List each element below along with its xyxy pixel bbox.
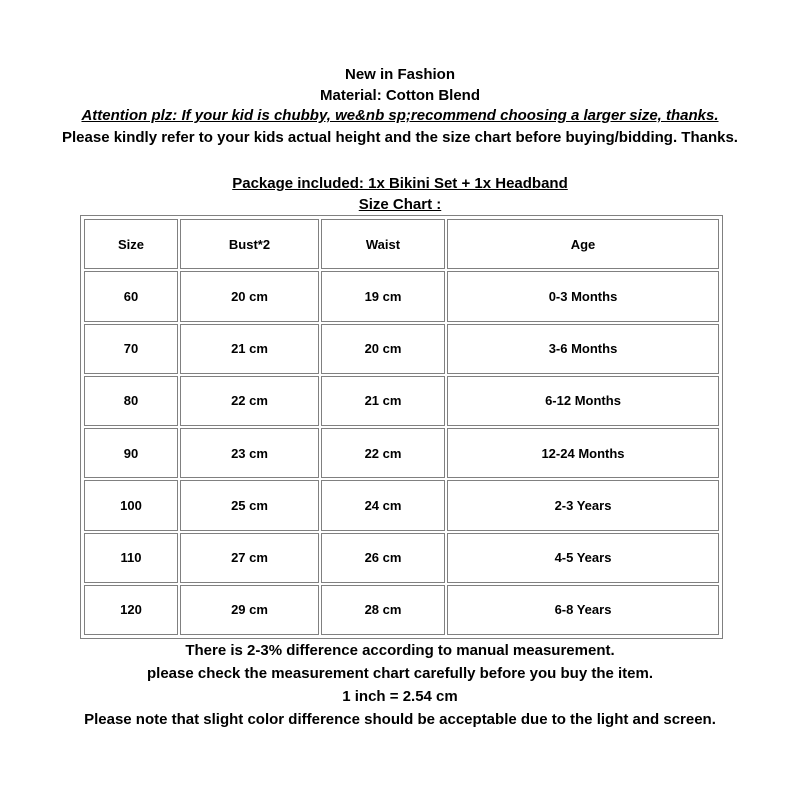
table-row [84, 428, 719, 478]
table-row [84, 271, 719, 321]
size-chart-table [80, 215, 723, 639]
waist-cell: 19 cm [321, 271, 445, 321]
age-cell: 4-5 Years [447, 533, 719, 583]
color-difference-note: Please note that slight color difference should be acceptable due to the light and screen. [84, 711, 716, 728]
bust-cell: 22 cm [180, 376, 319, 426]
table-row [84, 480, 719, 530]
waist-cell: 20 cm [321, 324, 445, 374]
waist-cell: 28 cm [321, 585, 445, 635]
difference-note: There is 2-3% difference according to manual measurement. [185, 642, 615, 659]
column-header-size: Size [84, 219, 178, 269]
bust-cell: 21 cm [180, 324, 319, 374]
material-line: Material: Cotton Blend [320, 87, 480, 104]
package-included: Package included: 1x Bikini Set + 1x Headband [232, 175, 568, 192]
table-row [84, 324, 719, 374]
age-cell: 0-3 Months [447, 271, 719, 321]
age-cell: 2-3 Years [447, 480, 719, 530]
age-cell: 6-8 Years [447, 585, 719, 635]
age-cell: 12-24 Months [447, 428, 719, 478]
size-cell: 70 [84, 324, 178, 374]
age-cell: 3-6 Months [447, 324, 719, 374]
attention-note: Attention plz: If your kid is chubby, we&nb sp;recommend choosing a larger size, thanks. [81, 107, 719, 124]
age-cell: 6-12 Months [447, 376, 719, 426]
check-chart-note: please check the measurement chart carefully before you buy the item. [146, 665, 653, 682]
size-cell: 90 [84, 428, 178, 478]
size-cell: 80 [84, 376, 178, 426]
column-header-age: Age [447, 219, 719, 269]
column-header-waist: Waist [321, 219, 445, 269]
product-title: New in Fashion [344, 66, 455, 83]
table-row [84, 533, 719, 583]
bust-cell: 20 cm [180, 271, 319, 321]
inch-conversion: 1 inch = 2.54 cm [342, 688, 458, 705]
column-header-bust: Bust*2 [180, 219, 319, 269]
waist-cell: 26 cm [321, 533, 445, 583]
size-cell: 60 [84, 271, 178, 321]
refer-note: Please kindly refer to your kids actual height and the size chart before buying/bidding. Thanks. [62, 129, 738, 146]
size-cell: 100 [84, 480, 178, 530]
table-row [84, 585, 719, 635]
bust-cell: 25 cm [180, 480, 319, 530]
size-chart-label: Size Chart : [358, 196, 442, 213]
size-cell: 120 [84, 585, 178, 635]
waist-cell: 24 cm [321, 480, 445, 530]
size-cell: 110 [84, 533, 178, 583]
waist-cell: 22 cm [321, 428, 445, 478]
bust-cell: 27 cm [180, 533, 319, 583]
table-header-row [84, 219, 719, 269]
table-row [84, 376, 719, 426]
bust-cell: 23 cm [180, 428, 319, 478]
waist-cell: 21 cm [321, 376, 445, 426]
bust-cell: 29 cm [180, 585, 319, 635]
